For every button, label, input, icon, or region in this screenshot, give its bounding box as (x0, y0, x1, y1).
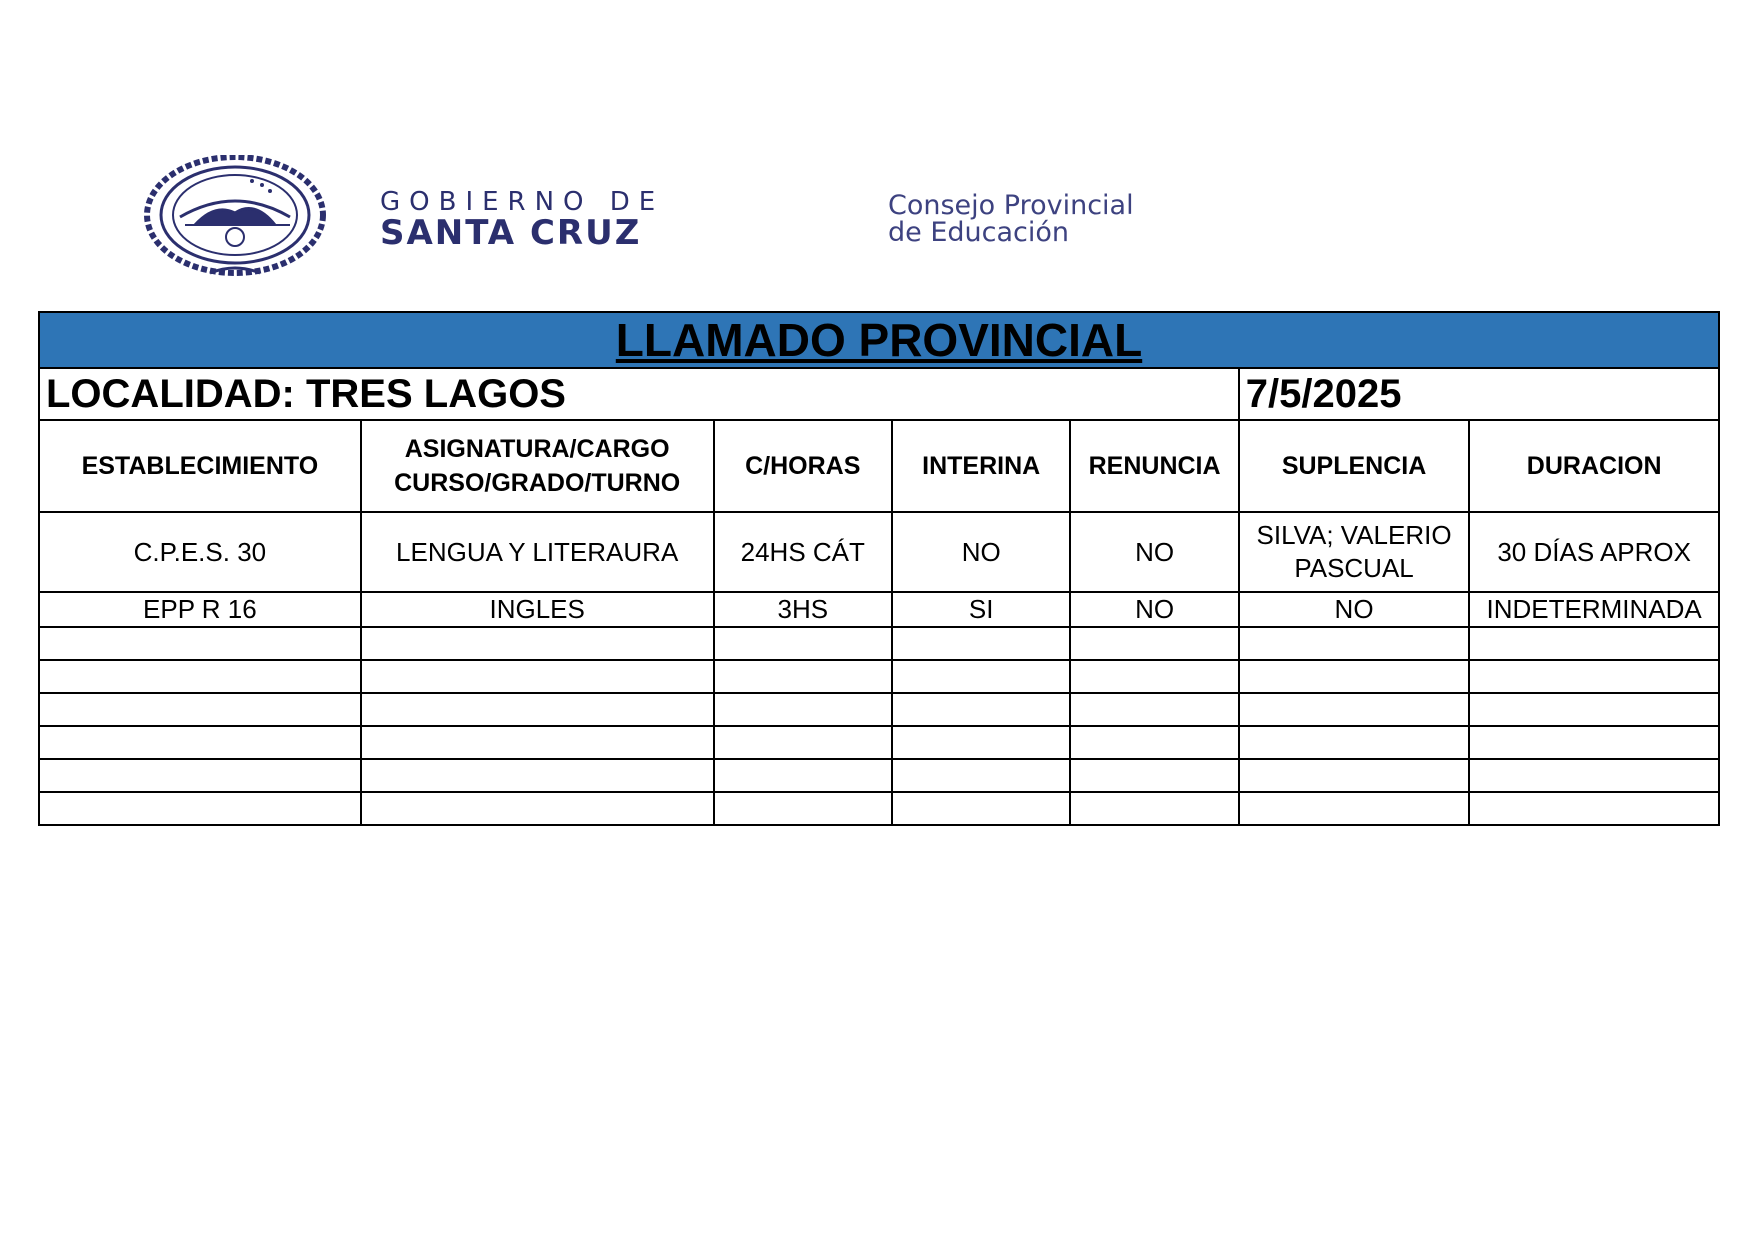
empty-cell (361, 726, 714, 759)
table-cell: 3HS (714, 592, 892, 627)
empty-cell (714, 792, 892, 825)
table-cell: 30 DÍAS APROX (1469, 512, 1719, 592)
empty-cell (714, 660, 892, 693)
empty-cell (892, 660, 1070, 693)
empty-cell (892, 693, 1070, 726)
government-label: GOBIERNO DE (380, 187, 665, 217)
call-table (38, 311, 1720, 826)
empty-row (39, 660, 1719, 693)
empty-cell (1469, 693, 1719, 726)
empty-cell (1070, 759, 1238, 792)
locality-cell: LOCALIDAD: TRES LAGOS (39, 368, 1239, 420)
council-line-1: Consejo Provincial (888, 190, 1134, 221)
empty-cell (39, 660, 361, 693)
column-header: INTERINA (892, 420, 1070, 512)
empty-cell (1239, 693, 1470, 726)
empty-cell (1070, 660, 1238, 693)
empty-cell (892, 627, 1070, 660)
empty-cell (361, 627, 714, 660)
table-cell: INDETERMINADA (1469, 592, 1719, 627)
empty-cell (39, 792, 361, 825)
empty-cell (1070, 726, 1238, 759)
column-header: SUPLENCIA (1239, 420, 1470, 512)
empty-row (39, 726, 1719, 759)
sheet-title: LLAMADO PROVINCIAL (39, 312, 1719, 368)
table-cell: C.P.E.S. 30 (39, 512, 361, 592)
empty-cell (892, 726, 1070, 759)
empty-cell (1469, 726, 1719, 759)
empty-cell (1070, 627, 1238, 660)
empty-cell (1070, 792, 1238, 825)
table-cell: NO (1070, 512, 1238, 592)
empty-cell (714, 627, 892, 660)
empty-cell (361, 792, 714, 825)
table-row (39, 592, 1719, 627)
empty-cell (361, 759, 714, 792)
empty-cell (714, 726, 892, 759)
empty-cell (1469, 759, 1719, 792)
empty-cell (892, 759, 1070, 792)
province-name: SANTA CRUZ (380, 213, 642, 253)
empty-cell (39, 693, 361, 726)
empty-cell (1469, 627, 1719, 660)
table-cell: 24HS CÁT (714, 512, 892, 592)
empty-cell (1239, 627, 1470, 660)
empty-cell (1239, 660, 1470, 693)
column-header-label: ASIGNATURA/CARGO CURSO/GRADO/TURNO (394, 435, 681, 497)
empty-cell (714, 759, 892, 792)
empty-cell (1239, 726, 1470, 759)
empty-cell (361, 660, 714, 693)
empty-cell (39, 627, 361, 660)
column-header: DURACION (1469, 420, 1719, 512)
table-cell: INGLES (361, 592, 714, 627)
empty-cell (1239, 759, 1470, 792)
empty-row (39, 693, 1719, 726)
document-header (140, 155, 1340, 285)
table-cell: SILVA; VALERIO PASCUAL (1239, 512, 1470, 592)
government-logotype (380, 187, 800, 253)
empty-cell (361, 693, 714, 726)
empty-row (39, 759, 1719, 792)
empty-cell (714, 693, 892, 726)
column-header: C/HORAS (714, 420, 892, 512)
empty-row (39, 792, 1719, 825)
table-cell: NO (892, 512, 1070, 592)
date-cell: 7/5/2025 (1239, 368, 1719, 420)
provincial-seal-icon (140, 155, 330, 281)
table-cell: NO (1239, 592, 1470, 627)
column-header: ESTABLECIMIENTO (39, 420, 361, 512)
empty-row (39, 627, 1719, 660)
table-cell: NO (1070, 592, 1238, 627)
table-row (39, 512, 1719, 592)
council-logotype (888, 192, 1134, 246)
council-line-2: de Educación (888, 217, 1070, 248)
empty-cell (39, 726, 361, 759)
table-cell: SI (892, 592, 1070, 627)
empty-cell (39, 759, 361, 792)
empty-cell (1469, 660, 1719, 693)
column-header: RENUNCIA (1070, 420, 1238, 512)
table-cell: LENGUA Y LITERAURA (361, 512, 714, 592)
empty-cell (1469, 792, 1719, 825)
empty-cell (1239, 792, 1470, 825)
empty-cell (892, 792, 1070, 825)
column-header (361, 420, 714, 512)
empty-cell (1070, 693, 1238, 726)
table-cell: EPP R 16 (39, 592, 361, 627)
